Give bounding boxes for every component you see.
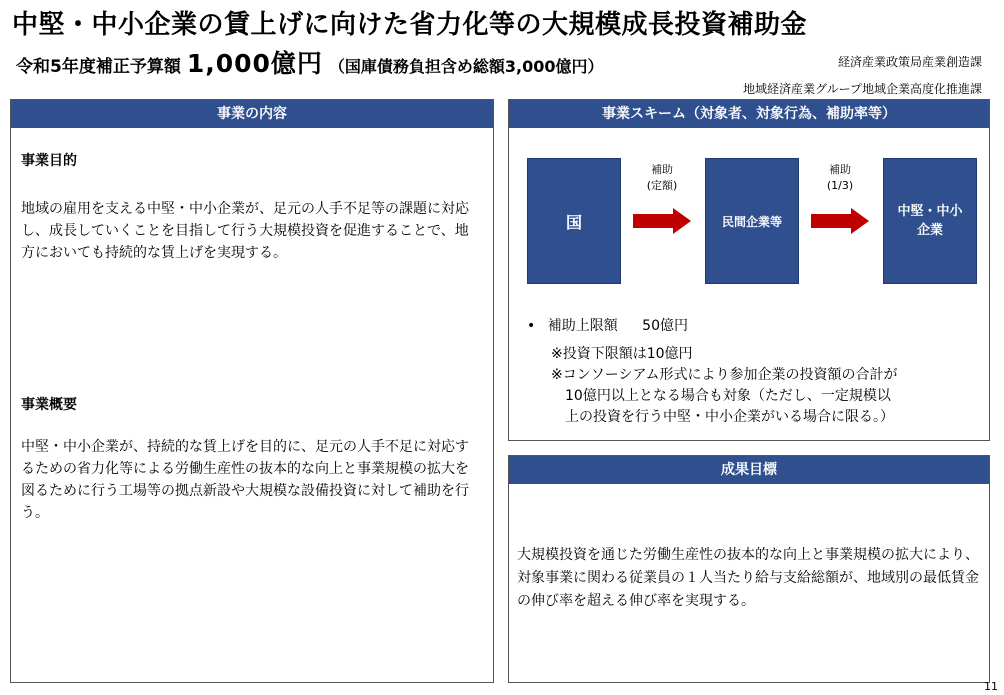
arrow-right-icon xyxy=(633,208,691,234)
department-2: 地域経済産業グループ地域企業高度化推進課 xyxy=(742,82,982,96)
scheme-panel xyxy=(508,99,990,441)
result-panel xyxy=(508,455,990,683)
subsidy-limit: • 補助上限額 50億円 xyxy=(527,318,688,334)
arrow1-label: 補助 (定額) xyxy=(646,163,678,192)
purpose-title: 事業目的 xyxy=(21,153,77,169)
budget-line xyxy=(16,44,604,80)
budget-note: （国庫債務負担含め総額3,000億円） xyxy=(328,57,604,76)
arrow-right-icon xyxy=(811,208,869,234)
private-company-box: 民間企業等 xyxy=(705,158,799,284)
panel-header: 事業スキーム（対象者、対象行為、補助率等） xyxy=(509,100,989,128)
page-title: 中堅・中小企業の賃上げに向けた省力化等の大規模成長投資補助金 xyxy=(12,10,808,40)
purpose-text: 地域の雇用を支える中堅・中小企業が、足元の人手不足等の課題に対応し、成長していくことを目指して行う大規模投資を促進することで、地方においても持続的な賃上げを実現する。 xyxy=(21,201,469,261)
panel-header: 成果目標 xyxy=(509,456,989,484)
panel-header: 事業の内容 xyxy=(11,100,493,128)
sme-box: 中堅・中小 企業 xyxy=(883,158,977,284)
result-text: 大規模投資を通じた労働生産性の抜本的な向上と事業規模の拡大により、対象事業に関わる従業員の１人当たり給与支給総額が、地域別の最低賃金の伸び率を超える伸び率を実現する。 xyxy=(517,547,979,609)
arrow2-label: 補助 (1/3) xyxy=(826,163,854,192)
page-number: 11 xyxy=(984,680,998,693)
overview-title: 事業概要 xyxy=(21,397,77,413)
bullet-icon: • xyxy=(527,318,536,334)
budget-label: 令和5年度補正予算額 xyxy=(16,57,181,77)
budget-amount: 1,000億円 xyxy=(186,49,323,78)
government-box: 国 xyxy=(527,158,621,284)
overview-text: 中堅・中小企業が、持続的な賃上げを目的に、足元の人手不足に対応するための省力化等による労働生産性の抜本的な向上と事業規模の拡大を図るために行う工場等の拠点新設や大規模な設備投資に対して補助を行う。 xyxy=(21,439,469,521)
note-consortium: ※コンソーシアム形式により参加企業の投資額の合計が 10億円以上となる場合も対象（ただし、一定規模以 上の投資を行う中堅・中小企業がいる場合に限る。） xyxy=(551,367,898,425)
business-content-panel xyxy=(10,99,494,683)
department-1: 経済産業政策局産業創造課 xyxy=(837,55,982,69)
note-investment-minimum: ※投資下限額は10億円 xyxy=(551,346,693,362)
